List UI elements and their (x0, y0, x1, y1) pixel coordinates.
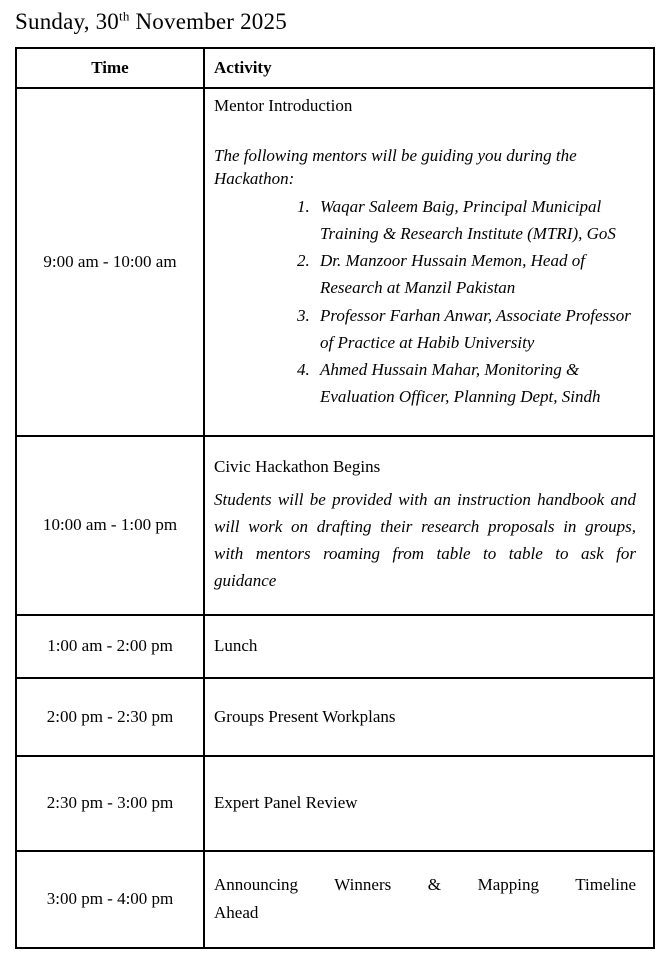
title-date-prefix: Sunday, 30 (15, 9, 120, 34)
table-header-row (16, 48, 654, 88)
time-cell: 2:00 pm - 2:30 pm (16, 678, 204, 756)
mentor-list (214, 193, 632, 411)
activity-title: Civic Hackathon Begins (214, 456, 381, 476)
title-ordinal-superscript: th (119, 8, 130, 24)
activity-cell (204, 88, 654, 436)
list-item-mentor: 4. Ahmed Hussain Mahar, Monitoring & Evaluation Officer, Planning Dept, Sindh (314, 356, 632, 410)
activity-description: Students will be provided with an instruction handbook and will work on drafting their research proposals in groups, with mentors roaming from table to table to ask for guidance (214, 489, 636, 591)
activity-cell (204, 678, 654, 756)
list-item-mentor: 2. Dr. Manzoor Hussain Memon, Head of Research at Manzil Pakistan (314, 247, 632, 301)
title-date-suffix: November 2025 (129, 9, 287, 34)
time-cell: 2:30 pm - 3:00 pm (16, 756, 204, 851)
list-item-mentor: 1. Waqar Saleem Baig, Principal Municipal Training & Research Institute (MTRI), GoS (314, 193, 632, 247)
schedule-table (15, 47, 655, 949)
activity-cell (204, 436, 654, 615)
activity-column-header: Activity (204, 48, 654, 88)
list-item-mentor: 3. Professor Farhan Anwar, Associate Professor of Practice at Habib University (314, 302, 632, 356)
activity-title: Announcing Winners & Mapping Timeline Ahead (214, 875, 636, 923)
table-row-civic-hackathon-begins (16, 436, 654, 615)
activity-cell (204, 615, 654, 678)
activity-title: Groups Present Workplans (214, 706, 396, 726)
table-row-lunch (16, 615, 654, 678)
table-row-announcing-winners (16, 851, 654, 948)
activity-cell (204, 756, 654, 851)
activity-title: Expert Panel Review (214, 793, 358, 813)
table-row-groups-present-workplans (16, 678, 654, 756)
activity-title: Lunch (214, 636, 258, 656)
time-cell: 3:00 pm - 4:00 pm (16, 851, 204, 948)
time-cell: 1:00 am - 2:00 pm (16, 615, 204, 678)
activity-cell (204, 851, 654, 948)
activity-title: Mentor Introduction (214, 95, 353, 115)
time-cell: 9:00 am - 10:00 am (16, 88, 204, 436)
table-row-expert-panel-review (16, 756, 654, 851)
time-cell: 10:00 am - 1:00 pm (16, 436, 204, 615)
mentor-intro-text: The following mentors will be guiding you during the Hackathon: (214, 145, 577, 189)
page-title (15, 8, 653, 37)
time-column-header: Time (16, 48, 204, 88)
table-row-mentor-introduction (16, 88, 654, 436)
